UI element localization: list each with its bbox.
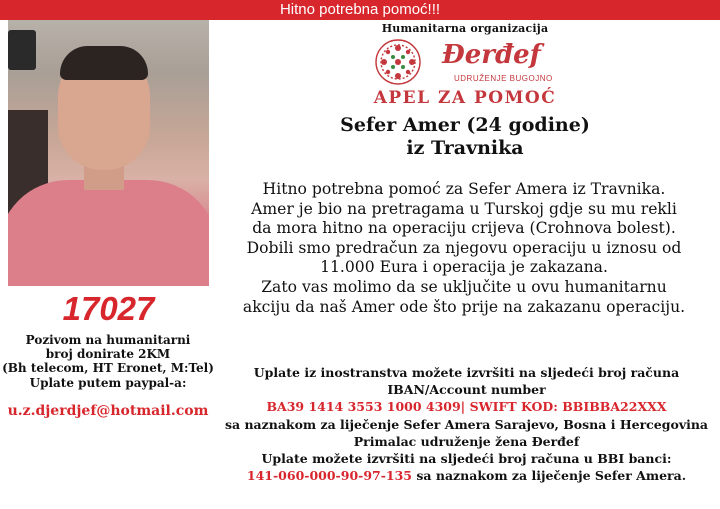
logo-name: Đerđef: [442, 40, 541, 70]
payment-line: IBAN/Account number: [387, 382, 546, 398]
story-line: da mora hitno na operaciju crijeva (Crohnova bolest).: [252, 219, 676, 238]
story-line: 11.000 Eura i operacija je zakazana.: [320, 258, 608, 277]
payment-info: [214, 364, 719, 484]
donation-line-4: Uplate putem paypal-a:: [29, 376, 187, 390]
bbi-account-number: 141-060-000-90-97-135: [246, 468, 413, 484]
story-line: akciju da naš Amer ode što prije na zakazanu operaciju.: [242, 297, 686, 316]
account-line: [214, 467, 719, 484]
paypal-email[interactable]: u.z.djerdjef@hotmail.com: [7, 403, 209, 419]
payment-line: Uplate iz inostranstva možete izvršiti na sljedeći broj računa: [253, 365, 680, 380]
donation-line-3: (Bh telecom, HT Eronet, M:Tel): [2, 361, 214, 375]
urgent-banner: Hitno potrebna pomoć!!!: [0, 0, 720, 20]
payment-line: Uplate možete izvršiti na sljedeći broj računa u BBI banci:: [261, 451, 672, 467]
payment-line: Primalac udruženje žena Đerđef: [353, 433, 580, 449]
donation-line-1: Pozivom na humanitarni: [25, 333, 191, 347]
iban-swift: BA39 1414 3553 1000 4309| SWIFT KOD: BBIBBA22XXX: [266, 399, 667, 415]
camera-shape: [8, 30, 36, 70]
story-text: [214, 180, 714, 317]
person-name: [300, 114, 630, 160]
story-line: Zato vas molimo da se uključite u ovu humanitarnu: [261, 277, 667, 296]
person-photo: [8, 20, 209, 286]
payment-line: sa naznakom za liječenje Sefer Amera Sarajevo, Bosna i Hercegovina: [224, 416, 709, 432]
shirt-shape: [8, 180, 209, 286]
hair-shape: [60, 46, 148, 80]
name-line-2: iz Travnika: [406, 137, 524, 159]
appeal-heading: APEL ZA POMOĆ: [373, 88, 557, 108]
story-line: Dobili smo predračun za njegovu operaciju u iznosu od: [246, 238, 682, 257]
org-label: Humanitarna organizacija: [381, 22, 549, 35]
name-line-1: Sefer Amer (24 godine): [340, 114, 590, 136]
account-note: sa naznakom za liječenje Sefer Amera.: [412, 468, 687, 484]
logo-subtitle: UDRUŽENJE BUGOJNO: [454, 74, 553, 83]
story-line: Amer je bio na pretragama u Turskoj gdje su mu rekli: [251, 199, 677, 218]
donation-line-2: broj donirate 2KM: [45, 347, 171, 361]
donation-code: 17027: [62, 290, 155, 327]
story-line: Hitno potrebna pomoć za Sefer Amera iz Travnika.: [262, 180, 666, 198]
